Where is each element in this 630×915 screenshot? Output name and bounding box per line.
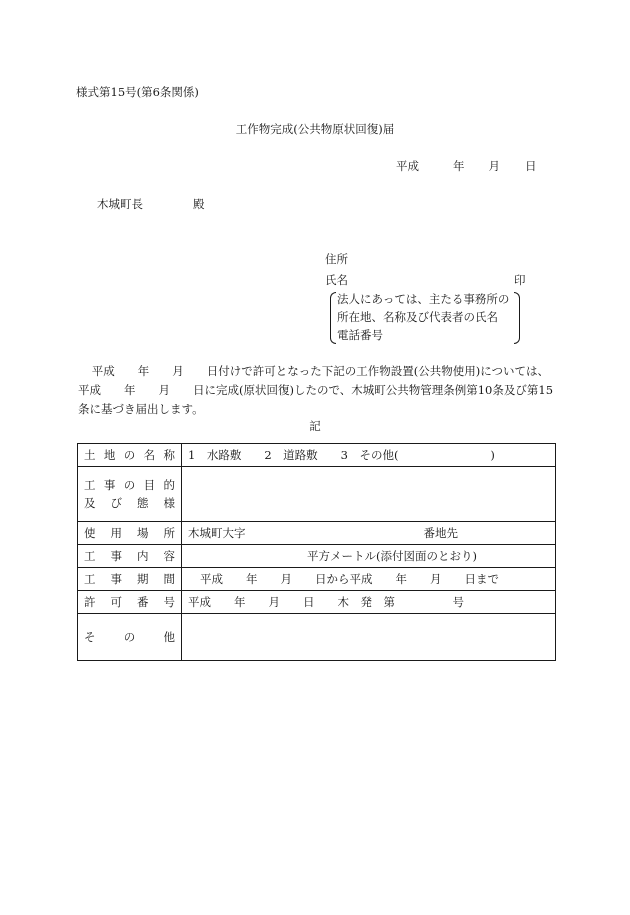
ki-heading: 記 bbox=[309, 419, 321, 433]
table-row bbox=[78, 545, 556, 568]
row-value bbox=[182, 467, 556, 522]
note-line-1: 法人にあっては、主たる事務所の bbox=[337, 292, 510, 306]
label-text: そ の 他 bbox=[84, 630, 175, 644]
name-label: 氏名 bbox=[325, 273, 348, 287]
addressee bbox=[97, 198, 205, 212]
table-row bbox=[78, 522, 556, 545]
document-title: 工作物完成(公共物原状回復)届 bbox=[235, 122, 395, 136]
row-label bbox=[78, 545, 182, 568]
label-text: 工 事 内 容 bbox=[84, 549, 175, 563]
table-row bbox=[78, 467, 556, 522]
table-row bbox=[78, 568, 556, 591]
left-bracket bbox=[330, 292, 336, 344]
row-value bbox=[182, 522, 556, 545]
right-bracket bbox=[514, 292, 520, 344]
details-table bbox=[77, 443, 556, 661]
date-day: 日 bbox=[525, 159, 537, 173]
date-month: 月 bbox=[488, 159, 500, 173]
addressee-suffix: 殿 bbox=[193, 197, 205, 211]
body-paragraph: 平成 年 月 日付けで許可となった下記の工作物設置(公共物使用)については、平成 年 月 日に完成(原状回復)したので、木城町公共物管理条例第10条及び第15条に基づき届出します。 bbox=[78, 364, 554, 416]
row-label bbox=[78, 444, 182, 467]
row-value: 1 水路敷 2 道路敷 3 その他( ) bbox=[182, 444, 556, 467]
label-text: 土 地 の 名 称 bbox=[84, 448, 175, 462]
label-text: 工 事 期 間 bbox=[84, 572, 175, 586]
row-label bbox=[78, 614, 182, 661]
form-number: 様式第15号(第6条関係) bbox=[76, 85, 199, 99]
row-label bbox=[78, 467, 182, 522]
seal-mark: 印 bbox=[514, 273, 526, 287]
row-value: 平方メートル(添付図面のとおり) bbox=[182, 545, 556, 568]
row-label bbox=[78, 522, 182, 545]
date-line bbox=[396, 160, 537, 174]
place-suffix: 番地先 bbox=[423, 526, 458, 540]
date-year: 年 bbox=[453, 159, 465, 173]
body-text bbox=[78, 362, 556, 419]
label-line-2: 及 び 態 様 bbox=[84, 496, 175, 510]
phone-label: 電話番号 bbox=[337, 328, 383, 342]
note-line-2: 所在地、名称及び代表者の氏名 bbox=[337, 310, 498, 324]
table-row bbox=[78, 444, 556, 467]
address-label: 住所 bbox=[325, 252, 348, 266]
label-text: 許 可 番 号 bbox=[84, 595, 175, 609]
table-row bbox=[78, 614, 556, 661]
label-lines bbox=[84, 477, 175, 511]
row-label bbox=[78, 568, 182, 591]
date-era: 平成 bbox=[396, 159, 419, 173]
row-value: 平成 年 月 日から平成 年 月 日まで bbox=[182, 568, 556, 591]
place-prefix: 木城町大字 bbox=[188, 526, 246, 540]
label-line-1: 工 事 の 目 的 bbox=[84, 478, 175, 492]
corporate-note bbox=[330, 290, 520, 344]
label-text: 使 用 場 所 bbox=[84, 526, 175, 540]
addressee-name: 木城町長 bbox=[97, 197, 143, 211]
row-value bbox=[182, 614, 556, 661]
row-label bbox=[78, 591, 182, 614]
row-value: 平成 年 月 日 木 発 第 号 bbox=[182, 591, 556, 614]
table-row bbox=[78, 591, 556, 614]
